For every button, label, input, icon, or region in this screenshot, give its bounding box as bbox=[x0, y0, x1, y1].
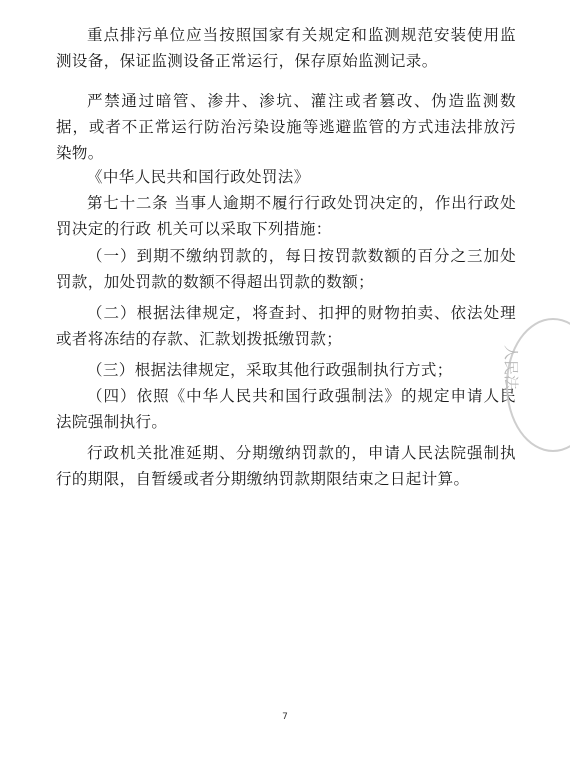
paragraph-prohibited-discharge: 严禁通过暗管、渗井、渗坑、灌注或者篡改、伪造监测数据，或者不正常运行防治污染设施等逃避监管的方式违法排放污染物。 bbox=[56, 92, 516, 162]
seal-text: 人民法 bbox=[502, 345, 520, 391]
law-title: 《中华人民共和国行政处罚法》 bbox=[87, 168, 310, 186]
measure-4: （四）依照《中华人民共和国行政强制法》的规定申请人民法院强制执行。 bbox=[56, 387, 516, 431]
page-number: 7 bbox=[282, 712, 288, 722]
article-72: 第七十二条 当事人逾期不履行行政处罚决定的，作出行政处罚决定的行政 机关可以采取下列措施： bbox=[56, 194, 516, 238]
measure-2: （二）根据法律规定，将查封、扣押的财物拍卖、依法处理或者将冻结的存款、汇款划拨抵缴罚款； bbox=[56, 304, 516, 348]
paragraph-monitoring-equipment: 重点排污单位应当按照国家有关规定和监测规范安装使用监测设备，保证监测设备正常运行，保存原始监测记录。 bbox=[56, 26, 516, 70]
measure-1: （一）到期不缴纳罚款的，每日按罚款数额的百分之三加处罚款，加处罚款的数额不得超出罚款的数额； bbox=[56, 247, 516, 291]
paragraph-deferred-fines: 行政机关批准延期、分期缴纳罚款的，申请人民法院强制执行的期限，自暂缓或者分期缴纳罚款期限结束之日起计算。 bbox=[56, 444, 516, 488]
measure-3: （三）根据法律规定，采取其他行政强制执行方式； bbox=[87, 361, 453, 379]
